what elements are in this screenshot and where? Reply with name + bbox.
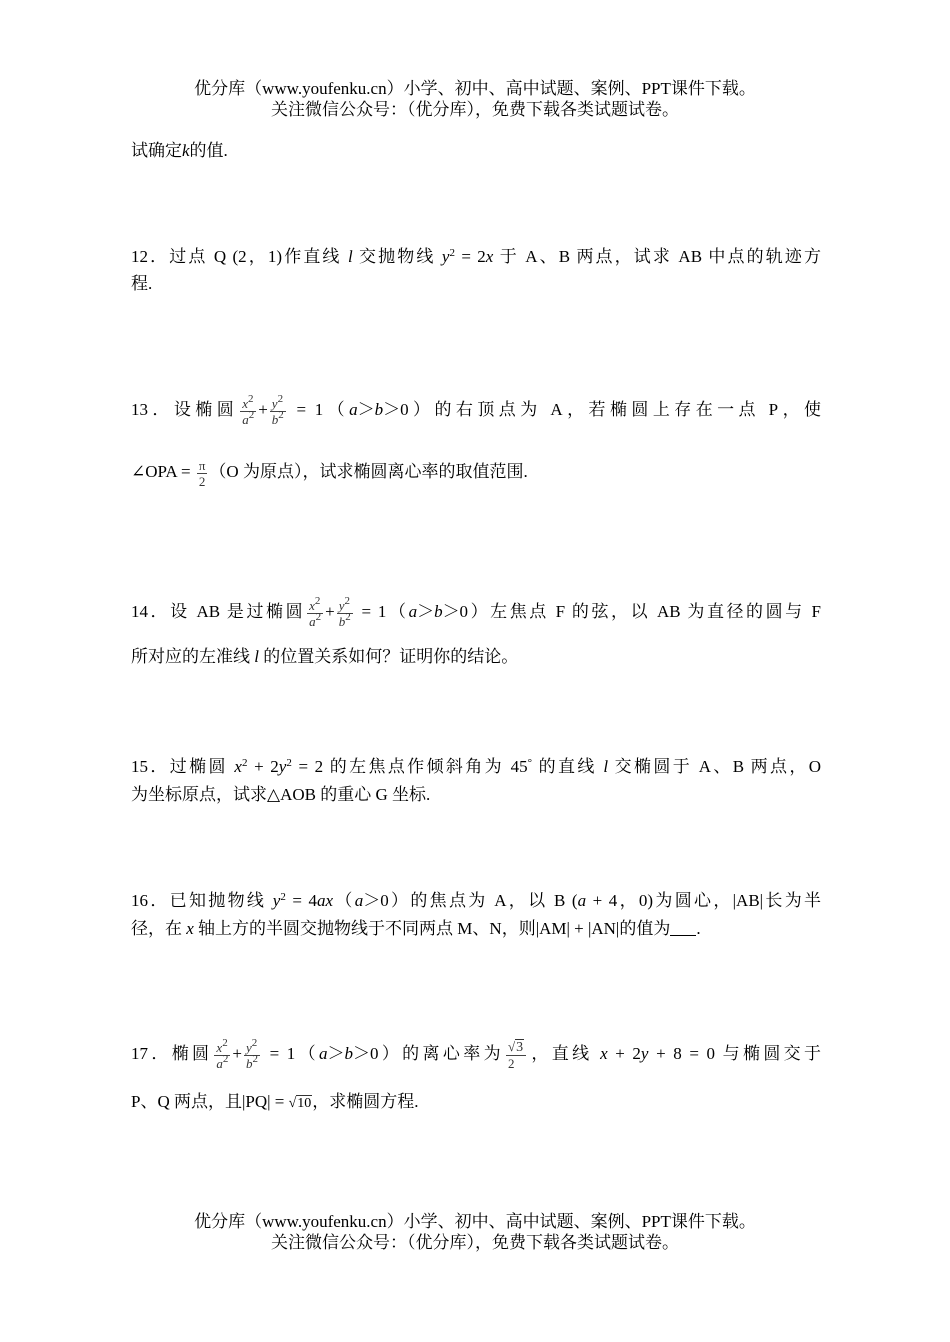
page-footer-line2: 关注微信公众号：（优分库），免费下载各类试题试卷。 — [271, 1233, 679, 1252]
fraction-y2-over-b2: $\frac{y^2}{b^2}$ — [338, 594, 351, 629]
question-16-line1: 16．已知抛物线 $y^2 = 4ax(a>0)$的焦点为 A，以 B (a + 4，0)为圆心，|AB|长为半 — [131, 891, 822, 910]
question-14-line2: 所对应的左准线 l 的位置关系如何？证明你的结论。 — [131, 647, 519, 666]
fraction-x2-over-a2: $\frac{x^2}{a^2}$ — [216, 1036, 229, 1071]
page-header-line1: 优分库（www.youfenku.cn）小学、初中、高中试题、案例、PPT课件下载。 — [194, 79, 756, 98]
question-17-line2: P、Q 两点，且|PQ| = √10，求椭圆方程. — [131, 1091, 821, 1115]
question-15-line2: 为坐标原点，试求△AOB 的重心 G 坐标. — [131, 785, 431, 804]
fraction-sqrt3-over-2: $\frac{√3}{2}$ — [506, 1039, 526, 1071]
question-16-line2: 径，在 x 轴上方的半圆交抛物线于不同两点 M、N，则|AM| + |AN|的值为 . — [131, 919, 701, 938]
fraction-x2-over-a2: $\frac{x^2}{a^2}$ — [242, 392, 255, 427]
question-12-line2: 程. — [131, 274, 153, 293]
question-12-line1: 12．过点 Q (2，1)作直线 l 交抛物线 $y^2 = 2x$ 于 A、B 两点，试求 AB 中点的轨迹方 — [131, 247, 822, 266]
page-footer-line1: 优分库（www.youfenku.cn）小学、初中、高中试题、案例、PPT课件下载。 — [194, 1212, 756, 1231]
question-17-line1: 17．椭圆 $\frac{x^2}{a^2}$ + $\frac{y^2}{b^2}$ = 1（a＞b＞0）的离心率为 $\frac{√3}{2}$ ，直线 x + 2y + 8 = 0 与椭圆交于 — [131, 1036, 822, 1072]
page-header-line2: 关注微信公众号：（优分库），免费下载各类试题试卷。 — [271, 100, 679, 119]
fraction-pi-over-2: $\frac{\pi}{2}$ — [198, 457, 206, 489]
question-13-line2: ∠OPA = $\frac{\pi}{2}$ （O 为原点），试求椭圆离心率的取值范围. — [131, 457, 528, 489]
question-15-line1: 15．过椭圆 $x^2 + 2y^2 = 2$ 的左焦点作倾斜角为 45° 的直线 l 交椭圆于 A、B 两点，O — [131, 757, 822, 776]
answer-blank — [670, 921, 696, 936]
fraction-y2-over-b2: $\frac{y^2}{b^2}$ — [271, 392, 284, 427]
sqrt-10: √10 — [288, 1096, 312, 1111]
question-14-line1: 14．设 AB 是过椭圆 $\frac{x^2}{a^2}$ + $\frac{y^2}{b^2}$ = 1（a＞b＞0）左焦点 F 的弦，以 AB 为直径的圆与 F — [131, 594, 821, 629]
fraction-x2-over-a2: $\frac{x^2}{a^2}$ — [309, 594, 322, 629]
question-13-line1: 13．设椭圆 $\frac{x^2}{a^2}$ + $\frac{y^2}{b^2}$ = 1（a＞b＞0）的右顶点为 A，若椭圆上存在一点 P，使 — [131, 392, 822, 427]
fraction-y2-over-b2: $\frac{y^2}{b^2}$ — [246, 1036, 258, 1071]
question-11-tail: 试确定k的值. — [131, 141, 228, 160]
